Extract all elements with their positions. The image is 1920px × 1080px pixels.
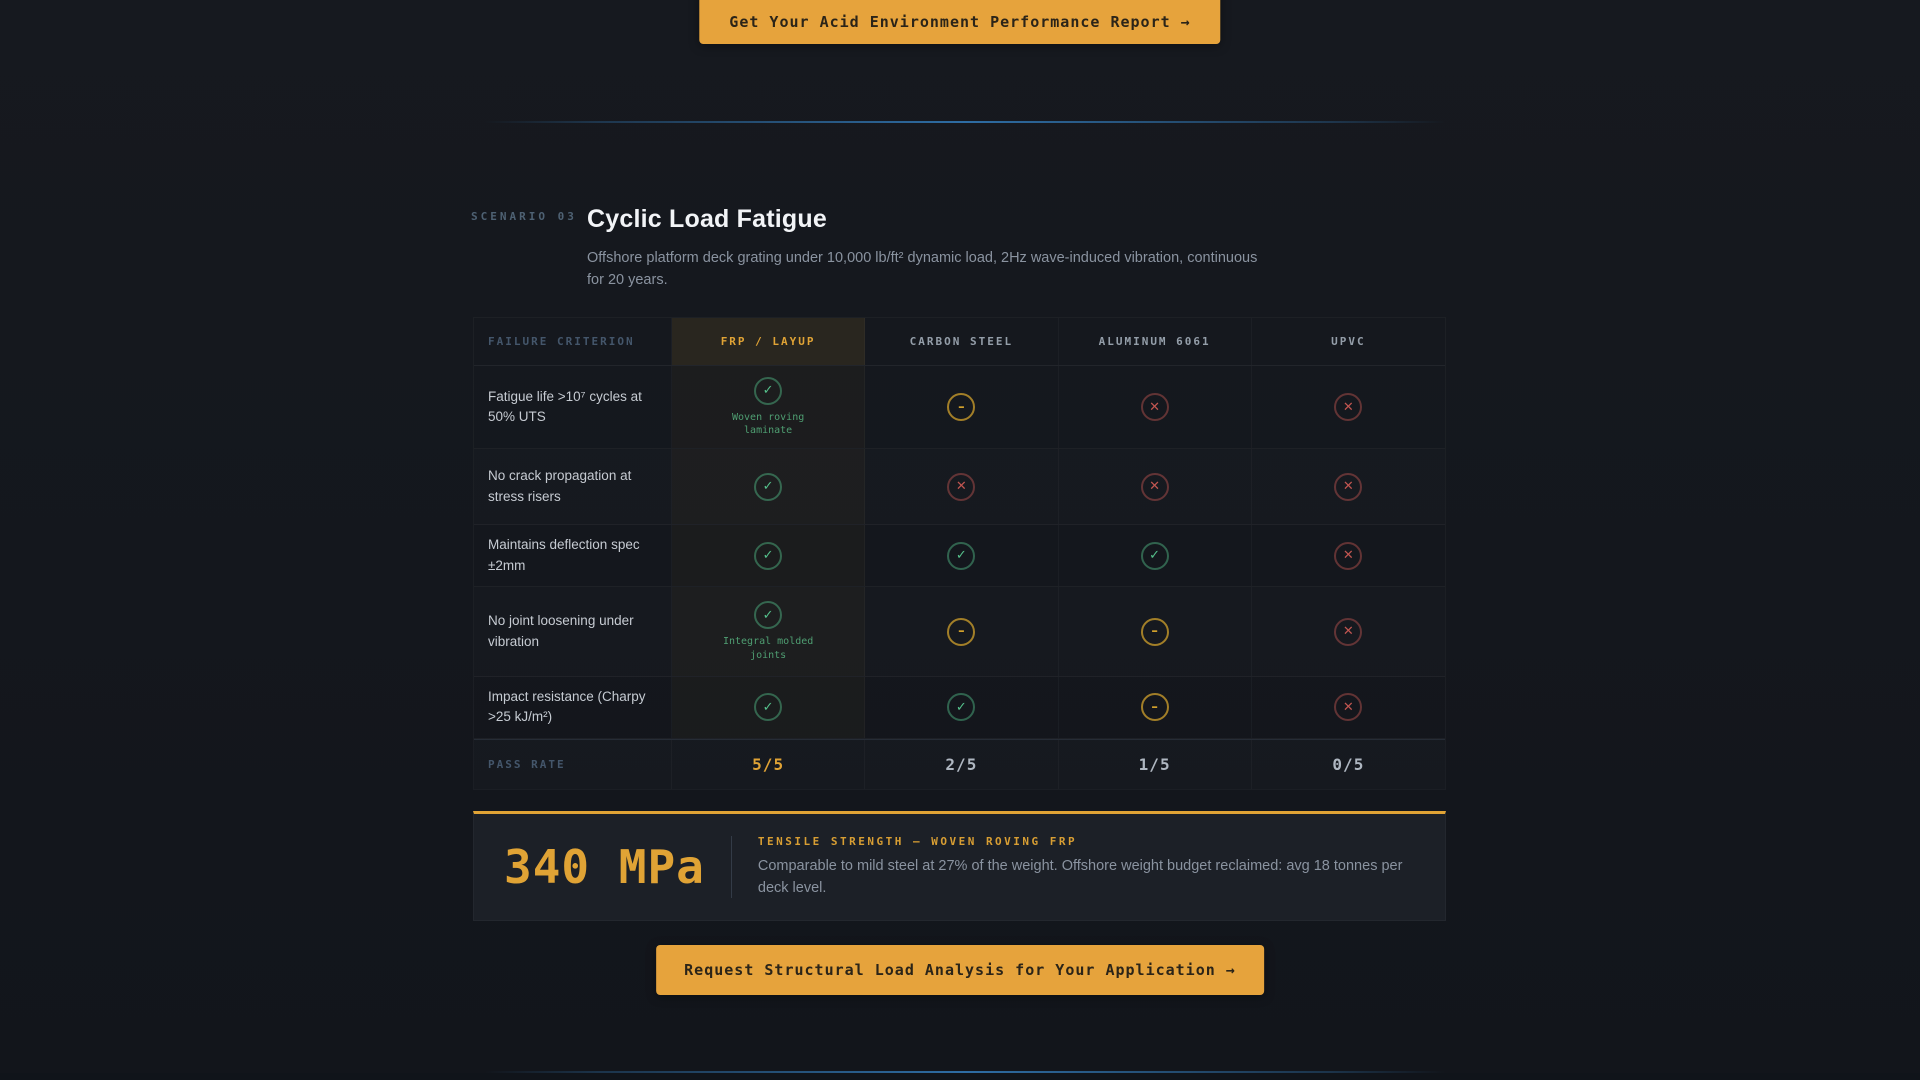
- table-row: [474, 677, 1445, 739]
- pass-rate-value: 5/5: [672, 740, 865, 789]
- criterion-label: Maintains deflection spec ±2mm: [488, 537, 640, 573]
- criterion-label: No joint loosening under vibration: [488, 613, 634, 649]
- result-cell: [1059, 525, 1252, 586]
- result-note: Integral molded joints: [722, 636, 814, 661]
- pass-rate-value: 0/5: [1332, 754, 1365, 774]
- check-icon: ✓: [947, 693, 975, 721]
- minus-icon: –: [947, 618, 975, 646]
- result-cell: [865, 366, 1058, 448]
- highlight-label: TENSILE STRENGTH — WOVEN ROVING FRP: [757, 834, 1078, 848]
- result-cell: [865, 587, 1058, 676]
- panel-divider: [731, 836, 732, 898]
- criterion-header: FAILURE CRITERION: [474, 318, 672, 365]
- result-cell: [1059, 587, 1252, 676]
- result-cell: [865, 449, 1058, 524]
- criterion-cell: [474, 366, 672, 448]
- criterion-cell: [474, 677, 672, 738]
- x-icon: ✕: [947, 473, 975, 501]
- result-cell: [1252, 587, 1445, 676]
- highlight-panel: [473, 811, 1446, 921]
- column-header-upvc: UPVC: [1331, 335, 1366, 348]
- column-header-carbon-steel: CARBON STEEL: [865, 318, 1058, 365]
- check-icon: ✓: [754, 473, 782, 501]
- table-header-row: [474, 318, 1445, 366]
- highlight-value: 340 MPa: [504, 840, 705, 894]
- highlight-text: [758, 835, 1445, 900]
- criterion-label: No crack propagation at stress risers: [488, 468, 632, 504]
- comparison-table: [473, 317, 1446, 790]
- result-cell: [672, 525, 865, 586]
- check-icon: ✓: [947, 542, 975, 570]
- page-title: Cyclic Load Fatigue: [587, 205, 827, 233]
- result-note: Woven roving laminate: [732, 411, 805, 436]
- pass-rate-row: [474, 739, 1445, 789]
- highlight-description: Comparable to mild steel at 27% of the weight. Offshore weight budget reclaimed: avg 18 tonnes per deck level.: [757, 857, 1403, 896]
- check-icon: ✓: [1141, 542, 1169, 570]
- x-icon: ✕: [1334, 693, 1362, 721]
- result-cell: [1252, 525, 1445, 586]
- x-icon: ✕: [1334, 473, 1362, 501]
- minus-icon: –: [1141, 693, 1169, 721]
- x-icon: ✕: [1334, 542, 1362, 570]
- table-row: [474, 525, 1445, 587]
- minus-icon: –: [947, 393, 975, 421]
- column-header-aluminum: ALUMINUM 6061: [1059, 318, 1252, 365]
- criterion-cell: [474, 525, 672, 586]
- table-row: [474, 366, 1445, 449]
- top-cta-button[interactable]: Get Your Acid Environment Performance Report →: [699, 0, 1220, 44]
- result-cell: [1252, 449, 1445, 524]
- result-cell: [865, 525, 1058, 586]
- pass-rate-value: 1/5: [1059, 740, 1252, 789]
- scenario-eyebrow: SCENARIO 03: [471, 210, 577, 223]
- next-section-edge: [0, 1073, 1920, 1080]
- result-cell: [1252, 677, 1445, 738]
- result-cell: [1252, 366, 1445, 448]
- pass-rate-value: 2/5: [865, 740, 1058, 789]
- section-divider-top: [485, 121, 1445, 123]
- table-row: [474, 587, 1445, 677]
- x-icon: ✕: [1141, 473, 1169, 501]
- pass-rate-label: PASS RATE: [474, 740, 672, 789]
- criterion-label: Fatigue life >10⁷ cycles at 50% UTS: [488, 388, 642, 424]
- result-cell: [1059, 366, 1252, 448]
- check-icon: ✓: [754, 693, 782, 721]
- check-icon: ✓: [754, 542, 782, 570]
- result-cell: [1059, 449, 1252, 524]
- result-cell: [672, 677, 865, 738]
- table-row: [474, 449, 1445, 525]
- x-icon: ✕: [1334, 393, 1362, 421]
- table-body: [474, 366, 1445, 739]
- criterion-label: Impact resistance (Charpy >25 kJ/m²): [488, 689, 646, 725]
- check-icon: ✓: [754, 601, 782, 629]
- result-cell: [672, 449, 865, 524]
- result-cell: [865, 677, 1058, 738]
- x-icon: ✕: [1141, 393, 1169, 421]
- scenario-description: Offshore platform deck grating under 10,000 lb/ft² dynamic load, 2Hz wave-induced vibration, continuous for 20 years.: [587, 250, 1258, 289]
- column-header-frp: FRP / LAYUP: [672, 318, 865, 365]
- criterion-cell: [474, 449, 672, 524]
- minus-icon: –: [1141, 618, 1169, 646]
- check-icon: ✓: [754, 377, 782, 405]
- result-cell: [672, 587, 865, 676]
- result-cell: [672, 366, 865, 448]
- result-cell: [1059, 677, 1252, 738]
- bottom-cta-button[interactable]: Request Structural Load Analysis for Your Application →: [656, 945, 1264, 995]
- x-icon: ✕: [1334, 618, 1362, 646]
- criterion-cell: [474, 587, 672, 676]
